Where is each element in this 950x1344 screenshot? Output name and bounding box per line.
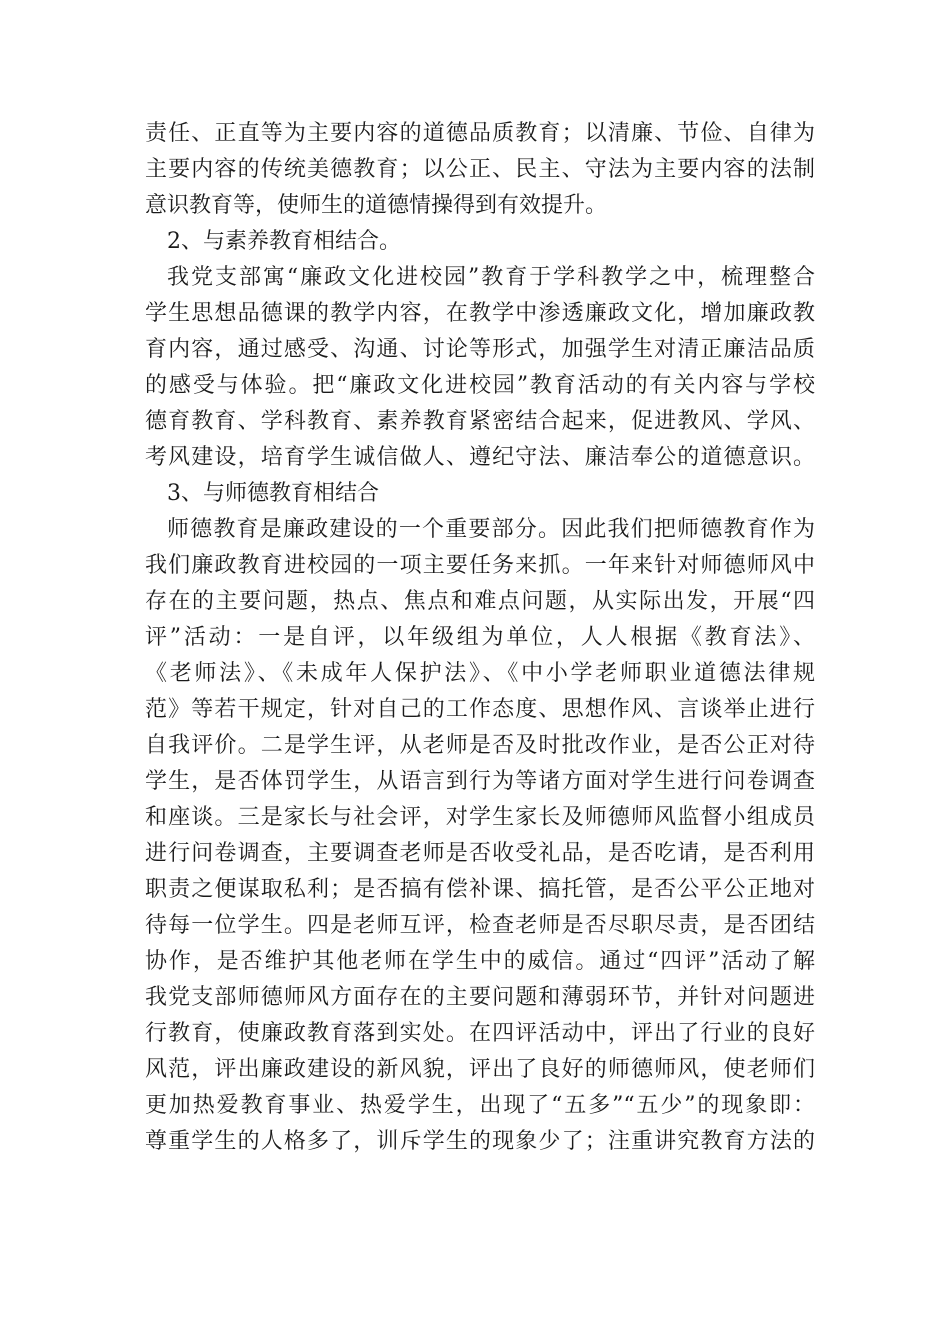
paragraph-line: 《老师法》、《未成年人保护法》、《中小学老师职业道德法律规 [145, 661, 815, 686]
paragraph-line: 尊重学生的人格多了，训斥学生的现象少了；注重讲究教育方法的 [145, 1129, 815, 1154]
paragraph-line: 进行问卷调查，主要调查老师是否收受礼品，是否吃请，是否利用 [145, 841, 815, 866]
paragraph-line: 考风建设，培育学生诚信做人、遵纪守法、廉洁奉公的道德意识。 [145, 445, 815, 470]
paragraph-line: 行教育，使廉政教育落到实处。在四评活动中，评出了行业的良好 [145, 1021, 815, 1046]
paragraph-line: 学生思想品德课的教学内容，在教学中渗透廉政文化，增加廉政教 [145, 301, 815, 326]
paragraph-line: 风范，评出廉政建设的新风貌，评出了良好的师德师风，使老师们 [145, 1057, 815, 1082]
paragraph-line: 评”活动：一是自评，以年级组为单位，人人根据《教育法》、 [145, 625, 815, 650]
paragraph-line: 我党支部寓“廉政文化进校园”教育于学科教学之中，梳理整合 [167, 265, 815, 290]
paragraph-line: 师德教育是廉政建设的一个重要部分。因此我们把师德教育作为 [167, 517, 815, 542]
paragraph-line: 和座谈。三是家长与社会评，对学生家长及师德师风监督小组成员 [145, 805, 815, 830]
paragraph-line: 更加热爱教育事业、热爱学生，出现了“五多”“五少”的现象即： [145, 1093, 815, 1118]
paragraph-line: 意识教育等，使师生的道德情操得到有效提升。 [145, 193, 608, 218]
paragraph-line: 德育教育、学科教育、素养教育紧密结合起来，促进教风、学风、 [145, 409, 815, 434]
paragraph-line: 范》等若干规定，针对自己的工作态度、思想作风、言谈举止进行 [145, 697, 815, 722]
section-heading: 2、与素养教育相结合。 [167, 229, 401, 254]
paragraph-line: 自我评价。二是学生评，从老师是否及时批改作业，是否公正对待 [145, 733, 815, 758]
paragraph-line: 主要内容的传统美德教育；以公正、民主、守法为主要内容的法制 [145, 157, 815, 182]
paragraph-line: 协作，是否维护其他老师在学生中的威信。通过“四评”活动了解 [145, 949, 815, 974]
paragraph-line: 我们廉政教育进校园的一项主要任务来抓。一年来针对师德师风中 [145, 553, 815, 578]
paragraph-line: 的感受与体验。把“廉政文化进校园”教育活动的有关内容与学校 [145, 373, 815, 398]
paragraph-line: 学生，是否体罚学生，从语言到行为等诸方面对学生进行问卷调查 [145, 769, 815, 794]
paragraph-line: 职责之便谋取私利；是否搞有偿补课、搞托管，是否公平公正地对 [145, 877, 815, 902]
section-heading: 3、与师德教育相结合 [167, 481, 379, 506]
paragraph-line: 责任、正直等为主要内容的道德品质教育；以清廉、节俭、自律为 [145, 121, 815, 146]
document-body [145, 116, 815, 1160]
paragraph-line: 待每一位学生。四是老师互评，检查老师是否尽职尽责，是否团结 [145, 913, 815, 938]
paragraph-line: 育内容，通过感受、沟通、讨论等形式，加强学生对清正廉洁品质 [145, 337, 815, 362]
paragraph-line: 我党支部师德师风方面存在的主要问题和薄弱环节，并针对问题进 [145, 985, 815, 1010]
paragraph-line: 存在的主要问题，热点、焦点和难点问题，从实际出发，开展“四 [145, 589, 815, 614]
